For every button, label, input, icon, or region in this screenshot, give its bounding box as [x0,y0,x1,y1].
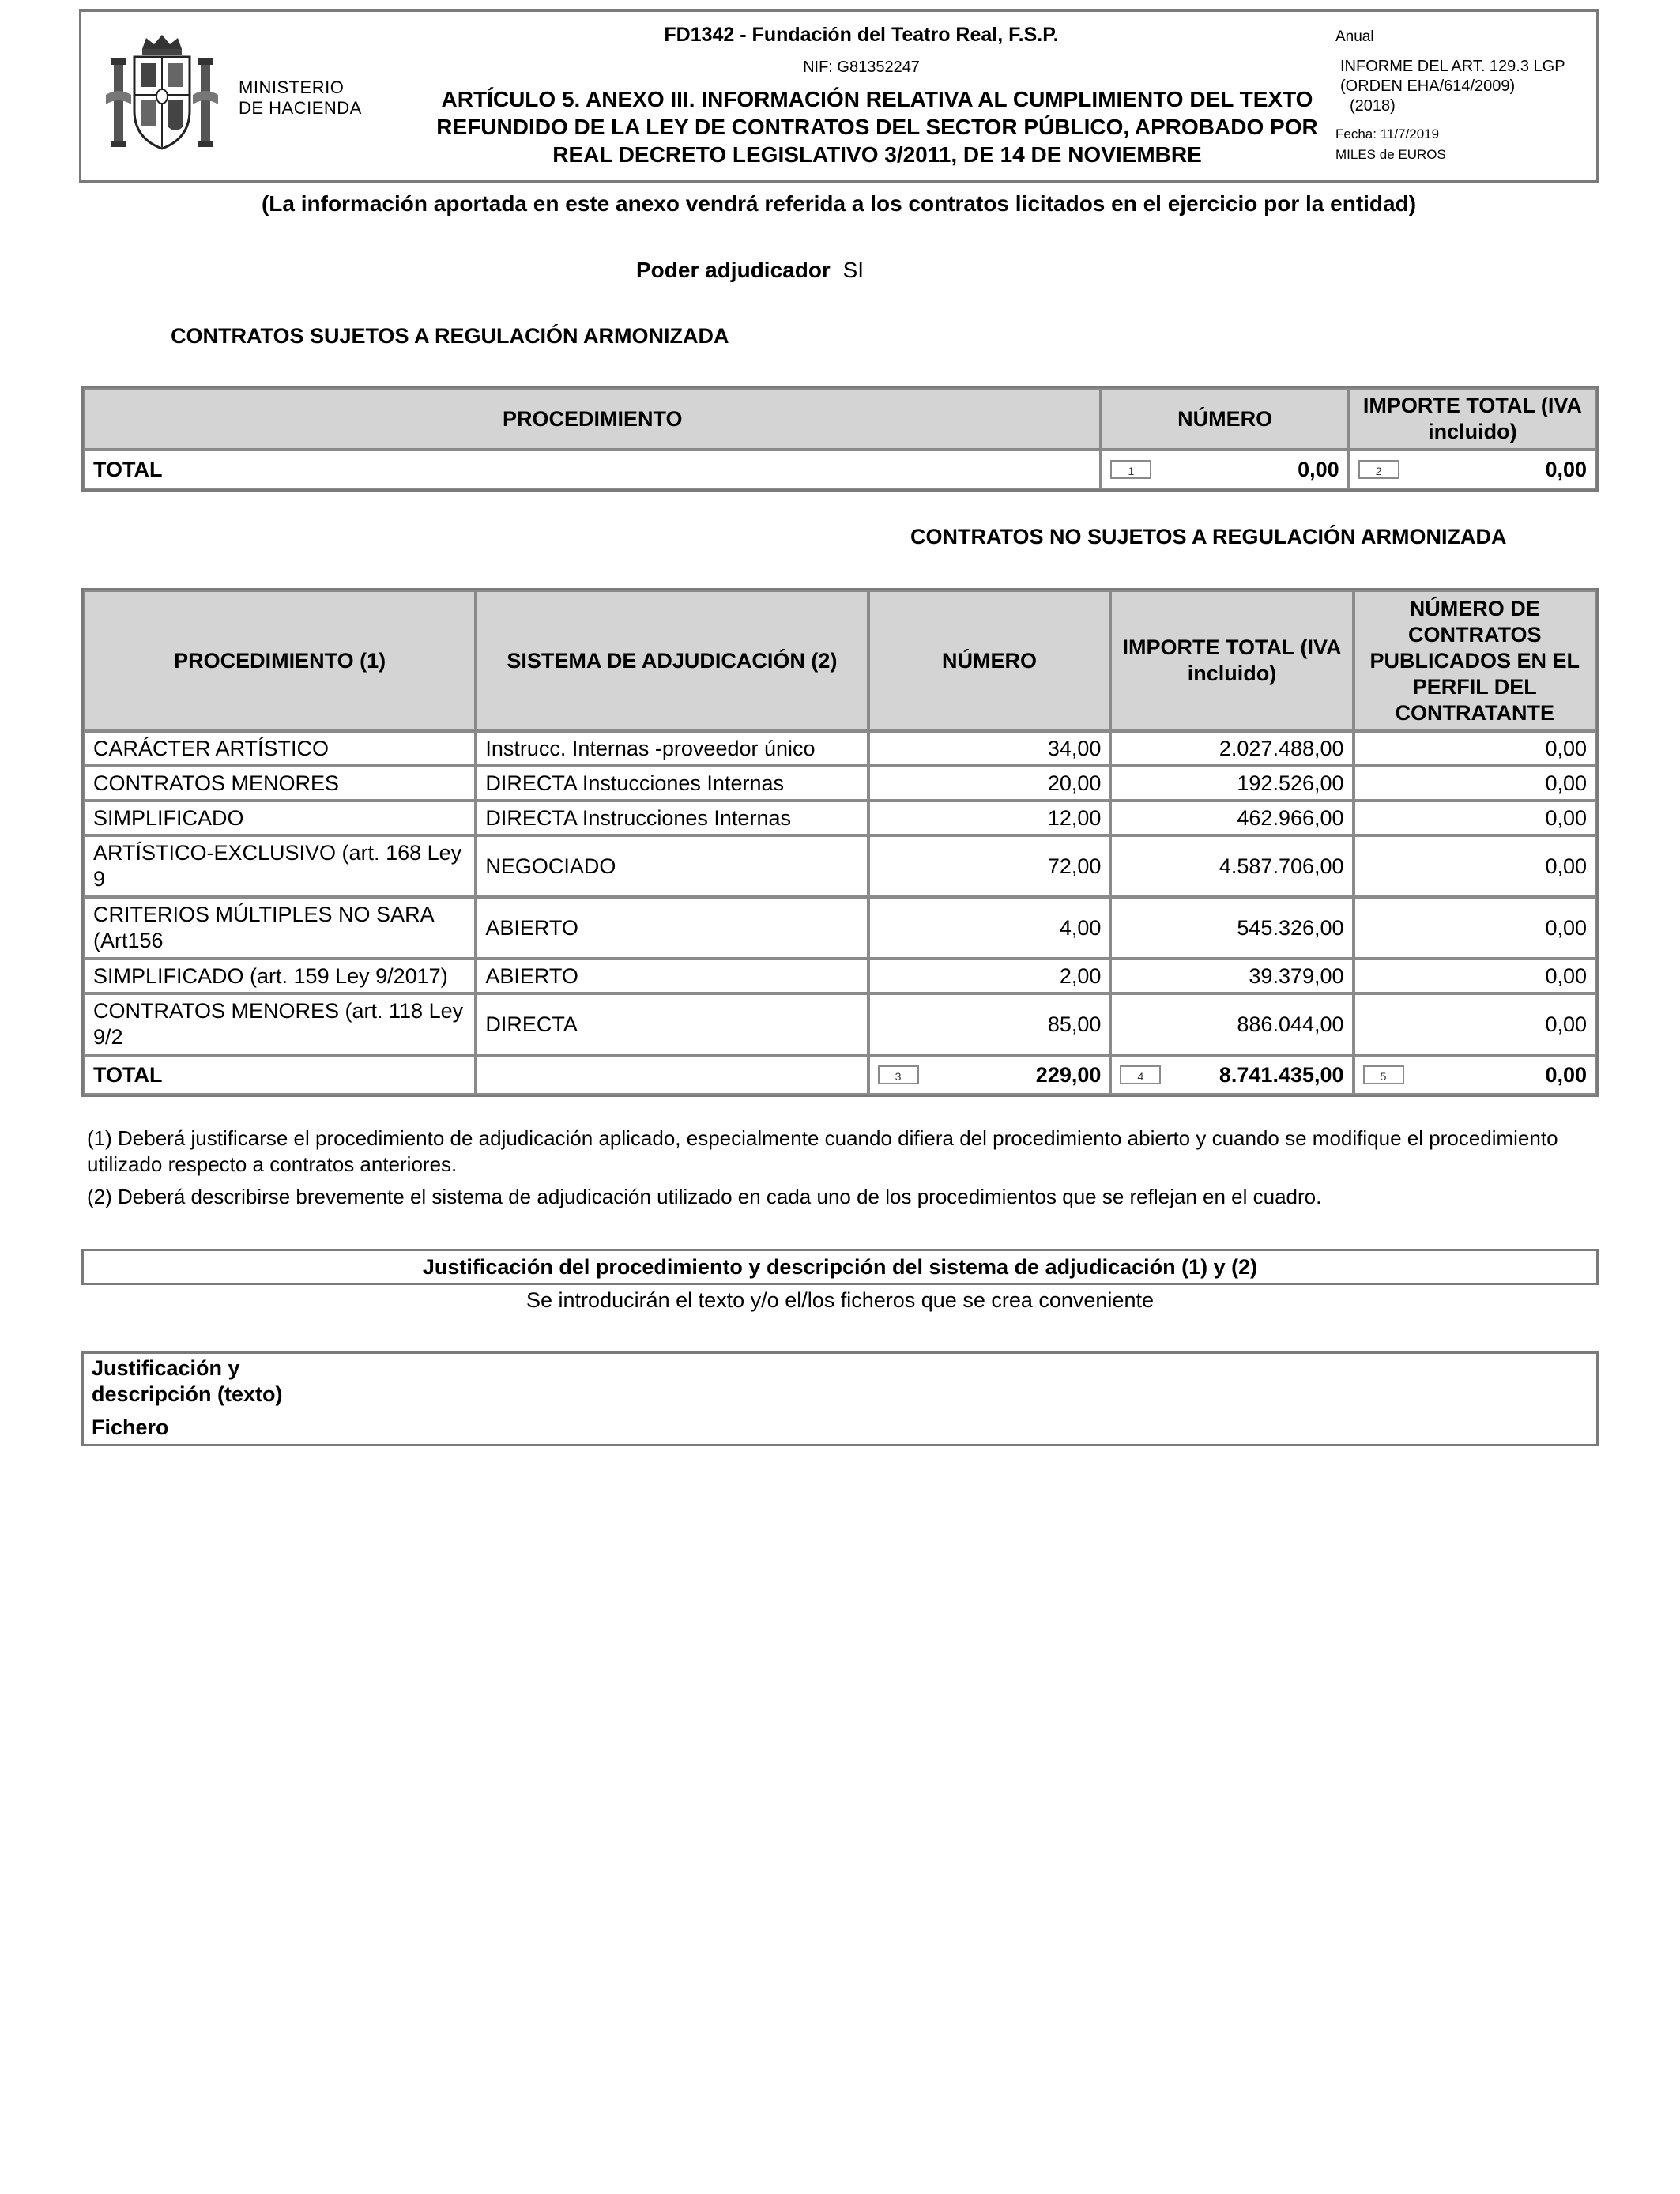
entity-nif: NIF: G81352247 [803,58,920,76]
sara-total-numero-ref-box: 1 [1110,460,1151,479]
row-sistema: DIRECTA [476,993,868,1055]
no-sara-total-publicados-ref-box: 5 [1363,1065,1404,1084]
table-row [84,801,1596,835]
report-reference [1340,57,1565,116]
no-sara-total-importe-ref-box: 4 [1120,1065,1161,1084]
report-period: Anual [1335,28,1374,45]
row-sistema: DIRECTA Instrucciones Internas [476,801,868,835]
row-publicados: 0,00 [1354,897,1596,959]
row-importe: 886.044,00 [1110,993,1353,1055]
sara-table [81,386,1599,492]
footnotes [87,1125,1573,1216]
row-publicados: 0,00 [1354,731,1596,766]
sara-heading: CONTRATOS SUJETOS A REGULACIÓN ARMONIZADA [171,324,729,348]
no-sara-total-publicados: 0,00 [1545,1062,1587,1087]
row-procedimiento: SIMPLIFICADO (art. 159 Ley 9/2017) [84,959,476,993]
table-row [84,993,1596,1055]
table-row [84,835,1596,897]
row-procedimiento: CRITERIOS MÚLTIPLES NO SARA (Art156 [84,897,476,959]
intro-note: (La información aportada en este anexo vendrá referida a los contratos licitados en el ejercicio por la entidad) [261,191,1417,216]
row-sistema: NEGOCIADO [476,835,868,897]
row-sistema: ABIERTO [476,897,868,959]
sara-col-importe: IMPORTE TOTAL (IVA incluido) [1349,388,1596,450]
justification-instructions: Se introducirán el texto y/o el/los ficheros que se crea conveniente [526,1288,1154,1312]
row-procedimiento: SIMPLIFICADO [84,801,476,835]
no-sara-header-row [84,590,1596,731]
sara-total-row [84,450,1596,489]
no-sara-total-importe: 8.741.435,00 [1219,1062,1344,1087]
no-sara-table [81,588,1599,1097]
row-procedimiento: CONTRATOS MENORES (art. 118 Ley 9/2 [84,993,476,1055]
justification-detail-box [81,1351,1599,1446]
entity-title: FD1342 - Fundación del Teatro Real, F.S.P. [664,24,1059,46]
justification-text-label: Justificación y descripción (texto) [92,1356,283,1406]
table-row [84,959,1596,993]
row-importe: 192.526,00 [1110,766,1353,801]
poder-adjudicador-label: Poder adjudicador [636,258,831,282]
row-publicados: 0,00 [1354,959,1596,993]
no-sara-col-importe: IMPORTE TOTAL (IVA incluido) [1110,590,1353,731]
no-sara-col-numero: NÚMERO [868,590,1111,731]
table-row [84,731,1596,766]
row-sistema: DIRECTA Instucciones Internas [476,766,868,801]
report-date: Fecha: 11/7/2019 [1335,126,1440,141]
row-sistema: Instrucc. Internas -proveedor único [476,731,868,766]
no-sara-total-numero-ref-box: 3 [878,1065,919,1084]
sara-total-label: TOTAL [84,450,1101,489]
row-importe: 39.379,00 [1110,959,1353,993]
no-sara-col-sistema: SISTEMA DE ADJUDICACIÓN (2) [476,590,868,731]
report-reference-line2: (ORDEN EHA/614/2009) [1340,77,1516,95]
sara-total-numero: 0,00 [1298,457,1339,481]
report-units: MILES de EUROS [1335,147,1446,162]
justification-file-label: Fichero [92,1416,169,1439]
poder-adjudicador-value: SI [842,258,864,282]
table-row [84,897,1596,959]
coat-of-arms-icon [103,32,221,158]
no-sara-total-numero-cell [868,1055,1111,1095]
row-numero: 4,00 [868,897,1111,959]
table-row [84,766,1596,801]
row-importe: 4.587.706,00 [1110,835,1353,897]
row-numero: 2,00 [868,959,1111,993]
ministry-name-line2: DE HACIENDA [239,98,362,118]
row-numero: 20,00 [868,766,1111,801]
ministry-name [239,77,362,119]
row-numero: 85,00 [868,993,1111,1055]
row-importe: 2.027.488,00 [1110,731,1353,766]
no-sara-total-row [84,1055,1596,1095]
row-procedimiento: CONTRATOS MENORES [84,766,476,801]
row-numero: 34,00 [868,731,1111,766]
sara-col-numero: NÚMERO [1101,388,1348,450]
poder-adjudicador-row [636,258,864,283]
no-sara-total-numero: 229,00 [1035,1062,1102,1087]
sara-total-importe: 0,00 [1545,457,1587,481]
row-procedimiento: CARÁCTER ARTÍSTICO [84,731,476,766]
sara-total-importe-cell [1349,450,1596,489]
sara-total-importe-ref-box: 2 [1358,460,1399,479]
row-publicados: 0,00 [1354,766,1596,801]
footnote-2: (2) Deberá describirse brevemente el sistema de adjudicación utilizado en cada uno de los procedimientos que se reflejan en el cuadro. [87,1185,1322,1208]
sara-header-row [84,388,1596,450]
footnote-1: (1) Deberá justificarse el procedimiento de adjudicación aplicado, especialmente cuando difiera del procedimiento abierto y cuando se modifique el procedimiento utilizado respecto a contratos anteriores. [87,1126,1558,1176]
ministry-name-line1: MINISTERIO [239,77,345,97]
report-reference-line1: INFORME DEL ART. 129.3 LGP [1340,58,1565,75]
sara-total-numero-cell [1101,450,1348,489]
no-sara-total-importe-cell [1110,1055,1353,1095]
no-sara-col-procedimiento: PROCEDIMIENTO (1) [84,590,476,731]
no-sara-heading: CONTRATOS NO SUJETOS A REGULACIÓN ARMONIZADA [910,525,1507,548]
row-procedimiento: ARTÍSTICO-EXCLUSIVO (art. 168 Ley 9 [84,835,476,897]
row-publicados: 0,00 [1354,993,1596,1055]
sara-col-procedimiento: PROCEDIMIENTO [84,388,1101,450]
no-sara-total-publicados-cell [1354,1055,1596,1095]
row-numero: 72,00 [868,835,1111,897]
justification-title: Justificación del procedimiento y descripción del sistema de adjudicación (1) y (2) [81,1249,1599,1285]
no-sara-total-sistema [476,1055,868,1095]
no-sara-col-publicados: NÚMERO DE CONTRATOS PUBLICADOS EN EL PERFIL DEL CONTRATANTE [1354,590,1596,731]
row-importe: 545.326,00 [1110,897,1353,959]
row-numero: 12,00 [868,801,1111,835]
row-publicados: 0,00 [1354,835,1596,897]
no-sara-total-label: TOTAL [84,1055,476,1095]
report-reference-line3: (2018) [1350,97,1396,115]
row-publicados: 0,00 [1354,801,1596,835]
row-sistema: ABIERTO [476,959,868,993]
row-importe: 462.966,00 [1110,801,1353,835]
article-title: ARTÍCULO 5. ANEXO III. INFORMACIÓN RELATIVA AL CUMPLIMIENTO DEL TEXTO REFUNDIDO DE LA LEY DE CONTRATOS DEL SECTOR PÚBLICO, APROBADO POR REAL DECRETO LEGISLATIVO 3/2011, DE 14 DE NOVIEMBRE [436,87,1318,167]
